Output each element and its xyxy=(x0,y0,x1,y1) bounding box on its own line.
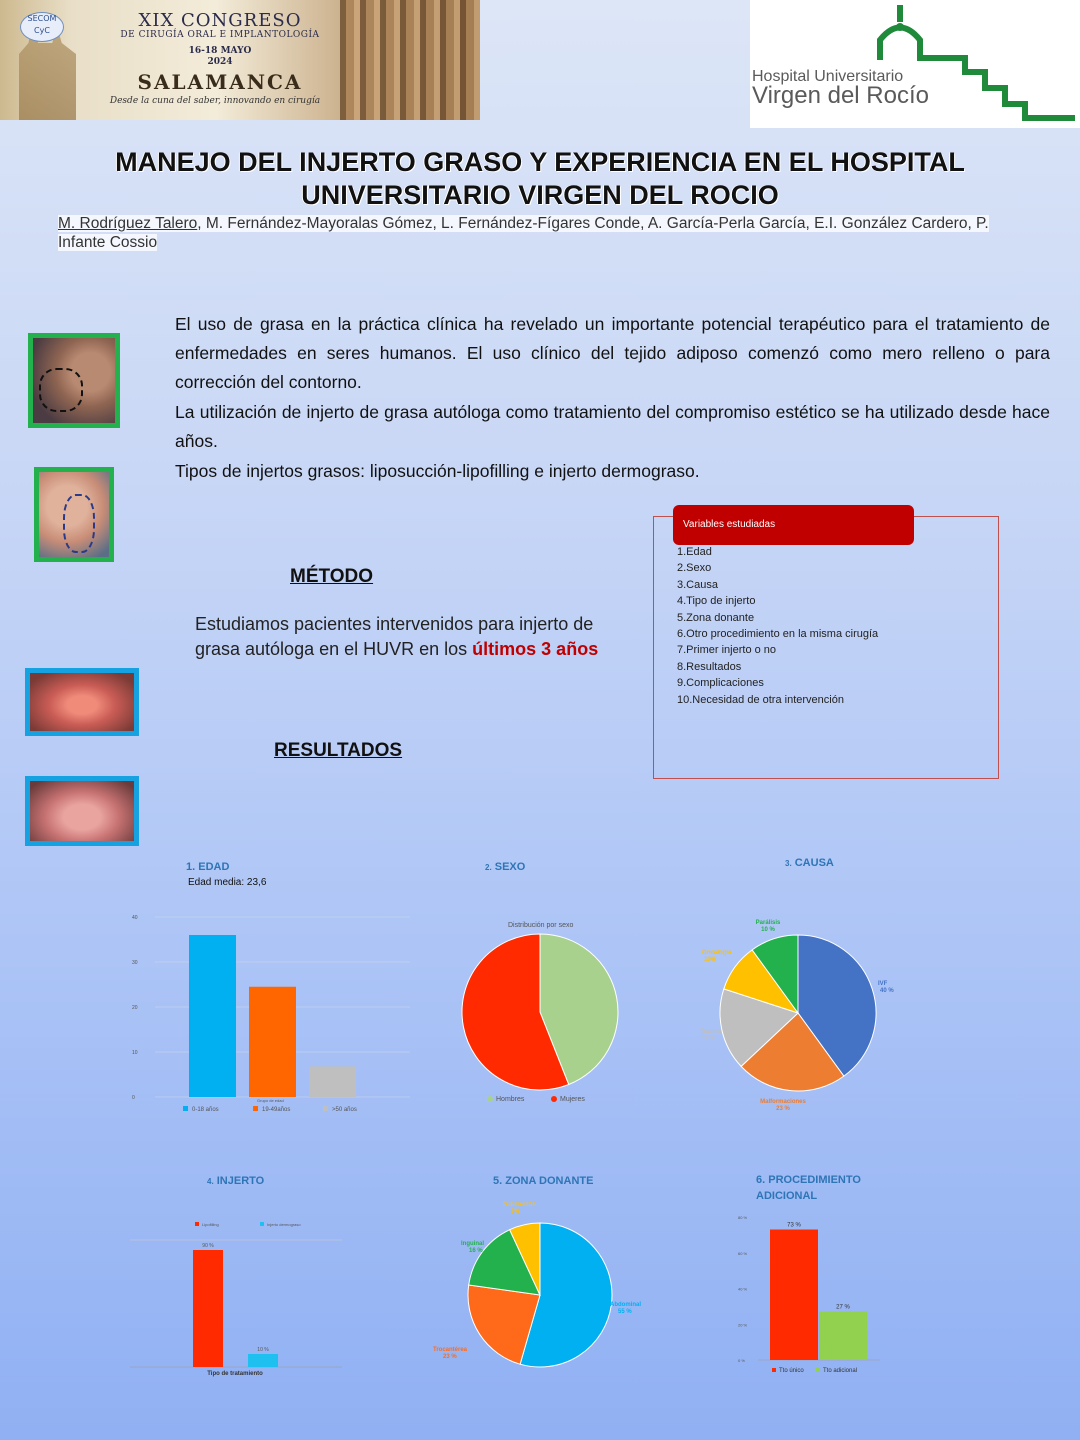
y-tick-label: 40 xyxy=(132,915,138,921)
intro-paragraph: La utilización de injerto de grasa autóloga como tratamiento del compromiso estético se ha utilizado desde hace años. xyxy=(175,402,1050,451)
secom-logo: SECOM CyC xyxy=(20,12,64,42)
method-highlight: últimos 3 años xyxy=(472,639,599,659)
slice-label: Oncología xyxy=(702,950,732,956)
variable-item: 5.Zona donante xyxy=(677,611,755,624)
intro-paragraph: Tipos de injertos grasos: liposucción-lipofilling e injerto dermograso. xyxy=(175,461,700,481)
clinical-photo-oral-2 xyxy=(25,776,139,846)
chart-title-edad: 1. EDAD xyxy=(186,861,230,873)
chart-title-sexo: 2. SEXO xyxy=(485,861,526,873)
slice-label: Malformaciones xyxy=(760,1099,806,1105)
chart-title-zona: 5. ZONA DONANTE xyxy=(493,1175,594,1187)
legend-label: Tto adicional xyxy=(823,1368,858,1374)
chart-causa xyxy=(690,915,910,1115)
y-tick-label: 0 % xyxy=(738,1358,745,1363)
method-body: Estudiamos pacientes intervenidos para injerto de grasa autóloga en el HUVR en los xyxy=(195,614,594,659)
y-tick-label: 60 % xyxy=(738,1250,748,1256)
variable-item: 8.Resultados xyxy=(677,660,742,673)
edad-mean: Edad media: 23,6 xyxy=(188,877,267,888)
method-heading: MÉTODO xyxy=(290,566,374,587)
method-text xyxy=(195,612,635,662)
results-heading: RESULTADOS xyxy=(274,740,403,761)
hospital-logo xyxy=(750,0,1080,128)
banner-year: 2024 xyxy=(207,57,233,67)
legend-label: Injerto dermograso xyxy=(267,1222,301,1227)
first-author: M. Rodríguez Talero xyxy=(58,215,198,232)
bar xyxy=(819,1312,867,1360)
clinical-photo-ear xyxy=(34,467,114,562)
co-authors: , M. Fernández-Mayoralas Gómez, L. Fernández-Fígares Conde, A. García-Perla García, E.I. González Cardero, P. Infante Cossio xyxy=(58,215,989,251)
intro-paragraph: El uso de grasa en la práctica clínica ha revelado un importante potencial terapéutico para el tratamiento de enfermedades en seres humanos. El uso clínico del tejido adiposo comenzó como mero relleno o para corrección del contorno. xyxy=(175,314,1050,392)
slice-value: 10 % xyxy=(761,927,775,933)
variable-item: 10.Necesidad de otra intervención xyxy=(677,693,844,706)
slice-value: 17 % xyxy=(702,1036,716,1042)
slice-label: Submentón xyxy=(503,1202,536,1208)
introduction xyxy=(175,310,1050,487)
slice-value: 23 % xyxy=(776,1106,790,1112)
legend-swatch xyxy=(487,1096,493,1102)
bar-value: 27 % xyxy=(836,1304,850,1311)
hospital-name-line2: Virgen del Rocío xyxy=(752,82,929,109)
banner-dates: 16-18 MAYO xyxy=(188,46,252,56)
bar-value: 73 % xyxy=(787,1222,801,1229)
y-tick-label: 20 xyxy=(132,1005,138,1011)
authors xyxy=(58,214,1018,252)
legend-swatch xyxy=(253,1106,258,1111)
chart-title-proc: 6. PROCEDIMIENTO ADICIONAL xyxy=(756,1174,861,1202)
chart-sexo xyxy=(440,915,650,1110)
legend-label: Tto único xyxy=(779,1368,804,1374)
variable-item: 3.Causa xyxy=(677,578,718,591)
y-tick-label: 0 xyxy=(132,1095,135,1101)
hospital-name-line1: Hospital Universitario xyxy=(752,68,904,85)
slice-label: Parálisis xyxy=(755,920,781,926)
chart-title-injerto: 4. INJERTO xyxy=(207,1175,265,1187)
legend-label: Mujeres xyxy=(560,1096,585,1103)
banner-city: SALAMANCA xyxy=(137,70,303,94)
banner-title: XIX CONGRESO xyxy=(138,10,302,31)
x-axis-label: Grupo de edad xyxy=(257,1098,284,1103)
variable-item: 9.Complicaciones xyxy=(677,677,764,690)
slice-value: 10% xyxy=(704,957,717,963)
bar xyxy=(309,1066,356,1097)
facade-illustration xyxy=(340,0,480,120)
slice-value: 40 % xyxy=(880,988,894,994)
slice-label: Trocantérea xyxy=(433,1347,468,1353)
slice-value: 23 % xyxy=(443,1354,457,1360)
bar xyxy=(189,935,236,1097)
legend-swatch xyxy=(551,1096,557,1102)
legend-swatch xyxy=(195,1222,199,1226)
x-axis-label: Tipo de tratamiento xyxy=(207,1371,263,1377)
slice-value: 16 % xyxy=(469,1248,483,1254)
variables-list xyxy=(677,544,878,708)
y-tick-label: 10 xyxy=(132,1050,138,1056)
legend-swatch xyxy=(816,1368,820,1372)
congress-banner xyxy=(0,0,480,120)
y-tick-label: 40 % xyxy=(738,1286,748,1292)
bar xyxy=(248,1354,278,1367)
chart-subtitle: Distribución por sexo xyxy=(508,922,574,929)
slice-value: 55 % xyxy=(618,1309,632,1315)
chart-proc xyxy=(730,1210,890,1380)
variable-item: 4.Tipo de injerto xyxy=(677,595,756,608)
legend-label: Hombres xyxy=(496,1096,525,1103)
chart-edad xyxy=(120,905,420,1120)
slice-label: Trauma xyxy=(700,1029,722,1035)
slice-label: Abdominal xyxy=(610,1302,641,1308)
variable-item: 7.Primer injerto o no xyxy=(677,644,777,657)
bar xyxy=(193,1250,223,1367)
legend-label: Lipofilling xyxy=(202,1222,219,1227)
slice-label: IVF xyxy=(878,981,888,987)
variable-item: 2.Sexo xyxy=(677,562,712,575)
y-tick-label: 20 % xyxy=(738,1322,748,1328)
variables-header: Variables estudiadas xyxy=(673,505,914,545)
chart-injerto xyxy=(120,1215,360,1380)
y-tick-label: 30 xyxy=(132,960,138,966)
legend-label: >50 años xyxy=(332,1107,357,1113)
clinical-photo-oral-1 xyxy=(25,668,139,736)
bar xyxy=(770,1230,818,1360)
banner-subtitle: DE CIRUGÍA ORAL E IMPLANTOLOGÍA xyxy=(120,30,320,40)
bar-value: 10 % xyxy=(257,1347,269,1353)
variable-item: 1.Edad xyxy=(677,546,712,558)
chart-zona xyxy=(425,1195,655,1375)
variable-item: 6.Otro procedimiento en la misma cirugía xyxy=(677,628,879,641)
slice-label: Inguinal xyxy=(461,1241,484,1247)
banner-slogan: Desde la cuna del saber, innovando en cirugía xyxy=(109,96,321,106)
clinical-photo-face xyxy=(28,333,120,428)
slice-value: 7% xyxy=(511,1209,520,1215)
legend-label: 19-49años xyxy=(262,1107,291,1113)
chart-title-causa: 3. CAUSA xyxy=(785,857,834,869)
poster-title: MANEJO DEL INJERTO GRASO Y EXPERIENCIA EN EL HOSPITAL UNIVERSITARIO VIRGEN DEL ROCIO xyxy=(115,147,965,210)
legend-swatch xyxy=(323,1106,328,1111)
bar-value: 90 % xyxy=(202,1243,214,1249)
bar xyxy=(249,987,296,1097)
y-tick-label: 80 % xyxy=(738,1215,748,1220)
legend-swatch xyxy=(183,1106,188,1111)
legend-swatch xyxy=(260,1222,264,1226)
legend-swatch xyxy=(772,1368,776,1372)
legend-label: 0-18 años xyxy=(192,1107,219,1113)
